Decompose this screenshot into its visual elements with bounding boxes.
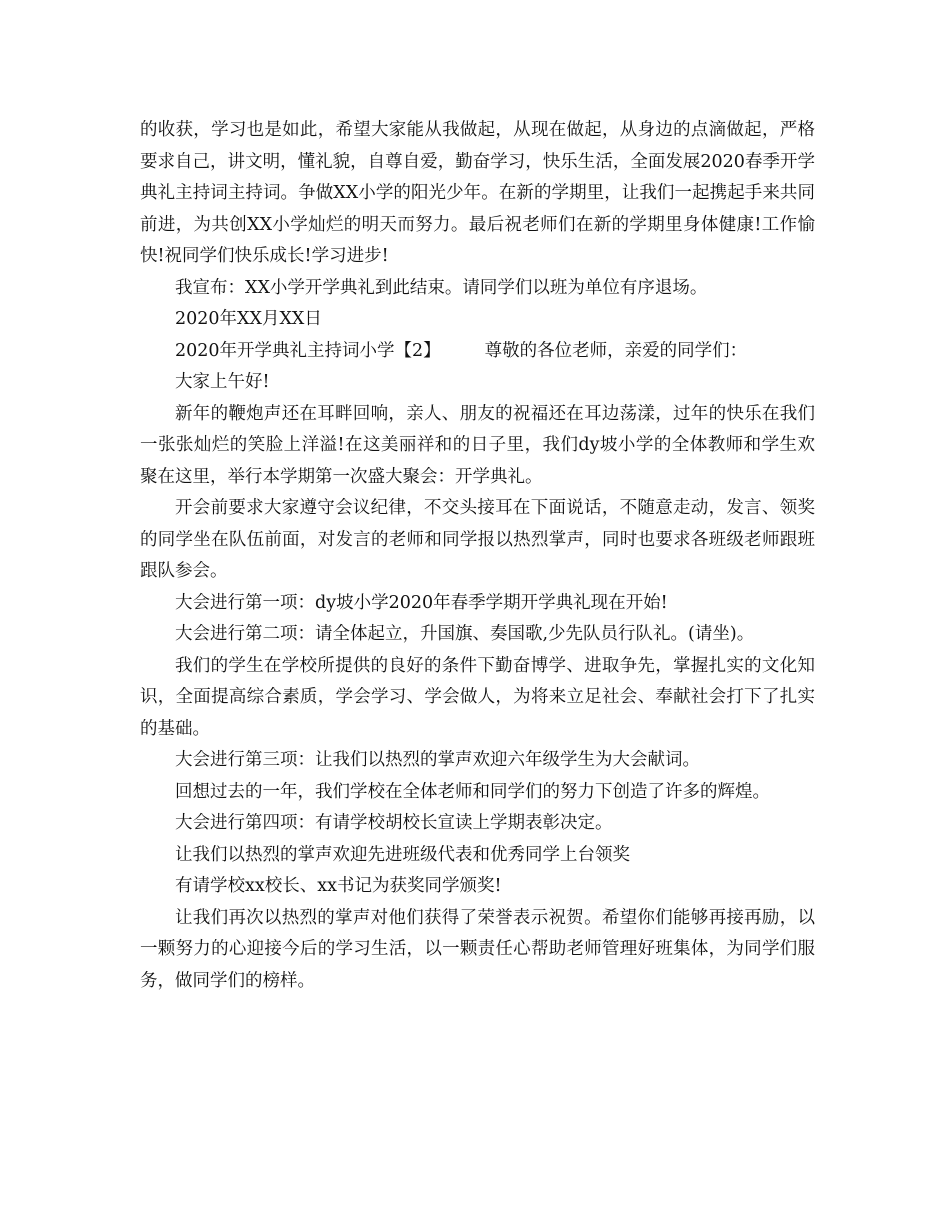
paragraph-new-year: 新年的鞭炮声还在耳畔回响，亲人、朋友的祝福还在耳边荡漾，过年的快乐在我们一张张灿烂的笑脸上洋溢!在这美丽祥和的日子里，我们dy坡小学的全体教师和学生欢聚在这里，举行本学期第一次盛大聚会：开学典礼。	[140, 403, 815, 487]
paragraph-item-three: 大会进行第三项：让我们以热烈的掌声欢迎六年级学生为大会献词。	[175, 750, 700, 770]
paragraph-announcement-end: 我宣布：XX小学开学典礼到此结束。请同学们以班为单位有序退场。	[175, 277, 708, 298]
section-heading-line	[140, 336, 815, 368]
paragraph-good-morning: 大家上午好!	[175, 372, 270, 392]
paragraph-students-achievement: 我们的学生在学校所提供的良好的条件下勤奋博学、进取争先，掌握扎实的文化知识，全面提高综合素质，学会学习、学会做人，为将来立足社会、奉献社会打下了扎实的基础。	[140, 655, 815, 739]
document-body	[140, 115, 815, 997]
paragraph-item-one: 大会进行第一项：dy坡小学2020年春季学期开学典礼现在开始!	[175, 592, 668, 613]
paragraph-item-four: 大会进行第四项：有请学校胡校长宣读上学期表彰决定。	[175, 813, 613, 833]
paragraph-award-presenters: 有请学校xx校长、xx书记为获奖同学颁奖!	[175, 876, 502, 896]
paragraph-meeting-rules: 开会前要求大家遵守会议纪律，不交头接耳在下面说话，不随意走动，发言、领奖的同学坐在队伍前面，对发言的老师和同学报以热烈掌声，同时也要求各班级老师跟班跟队参会。	[140, 498, 815, 581]
paragraph-item-two: 大会进行第二项：请全体起立，升国旗、奏国歌,少先队员行队礼。(请坐)。	[175, 624, 755, 644]
section-title: 2020年开学典礼主持词小学【2】	[175, 340, 441, 361]
paragraph-date: 2020年XX月XX日	[175, 309, 322, 329]
paragraph-congratulations: 让我们再次以热烈的掌声对他们获得了荣誉表示祝贺。希望你们能够再接再励，以一颗努力的心迎接今后的学习生活，以一颗责任心帮助老师管理好班集体，为同学们服务，做同学们的榜样。	[140, 907, 815, 991]
paragraph-award-welcome: 让我们以热烈的掌声欢迎先进班级代表和优秀同学上台领奖	[175, 844, 630, 865]
paragraph-closing-wishes: 的收获，学习也是如此，希望大家能从我做起，从现在做起，从身边的点滴做起，严格要求自己，讲文明，懂礼貌，自尊自爱，勤奋学习，快乐生活，全面发展2020春季开学典礼主持词主持词。争做XX小学的阳光少年。在新的学期里，让我们一起携起手来共同前进，为共创XX小学灿烂的明天而努力。最后祝老师们在新的学期里身体健康!工作愉快!祝同学们快乐成长!学习进步!	[140, 120, 815, 266]
paragraph-past-year: 回想过去的一年，我们学校在全体老师和同学们的努力下创造了许多的辉煌。	[175, 781, 770, 802]
greeting-salutation: 尊敬的各位老师，亲爱的同学们：	[484, 340, 748, 361]
